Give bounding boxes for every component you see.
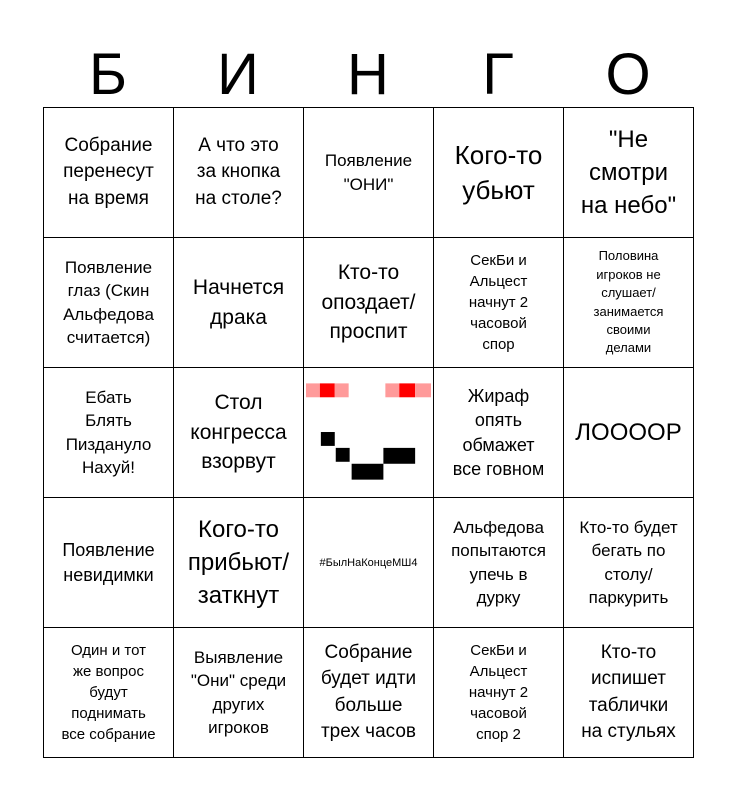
cell-text: #БылНаКонцеМШ4 xyxy=(319,556,418,569)
cell-text: Собрание будет идти больше трех часов xyxy=(320,642,417,742)
cell-text: Кого-то убьют xyxy=(454,140,543,205)
bingo-cell[interactable] xyxy=(304,628,434,758)
header-letter-n: Н xyxy=(347,42,389,107)
bingo-cell[interactable] xyxy=(174,498,304,628)
bingo-cell[interactable] xyxy=(564,238,694,368)
mouth-pixel xyxy=(383,447,415,463)
cell-text: СекБи и Альцест начнут 2 часовой спор 2 xyxy=(468,642,529,743)
bingo-cell[interactable] xyxy=(44,368,174,498)
cell-text: Половина игроков не слушает/ занимается своими делами xyxy=(593,248,664,356)
eye-glow-left-2 xyxy=(335,383,349,397)
cell-text: Ебать Блять Пиздануло Нахуй! xyxy=(65,387,152,477)
bingo-cell[interactable] xyxy=(434,628,564,758)
eye-glow-right xyxy=(385,383,399,397)
cell-text: Выявление "Они" среди других игроков xyxy=(190,647,287,737)
cell-text: Жираф опять обмажет все говном xyxy=(452,385,545,479)
bingo-cell[interactable] xyxy=(174,628,304,758)
bingo-cell[interactable] xyxy=(304,108,434,238)
eye-glow-right-2 xyxy=(415,383,431,397)
bingo-cell[interactable] xyxy=(564,368,694,498)
bingo-cell[interactable] xyxy=(174,368,304,498)
bingo-cell[interactable] xyxy=(174,238,304,368)
cell-text: Кто-то испишет таблички на стульях xyxy=(581,642,676,742)
cell-text: Кто-то опоздает/ проспит xyxy=(321,260,416,344)
cell-text: Появление "ОНИ" xyxy=(324,151,413,194)
cell-text: Кого-то прибьют/ заткнут xyxy=(187,515,290,610)
bingo-cell[interactable] xyxy=(174,108,304,238)
header-letter-g: Г xyxy=(482,42,514,107)
eye-right xyxy=(399,383,415,397)
bingo-cell[interactable] xyxy=(564,498,694,628)
bingo-cell[interactable] xyxy=(44,628,174,758)
bingo-cell[interactable] xyxy=(564,108,694,238)
header-letter-o: О xyxy=(605,42,651,107)
eye-glow-left xyxy=(306,383,320,397)
cell-text: Один и тот же вопрос будут поднимать все собрание xyxy=(61,642,156,743)
cell-text: Кто-то будет бегать по столу/ паркурить xyxy=(579,517,678,607)
cell-text: ЛООООР xyxy=(575,418,682,446)
header-letter-b: Б xyxy=(88,42,128,107)
header-letter-i: И xyxy=(217,42,259,107)
cell-text: Альфедова попытаются упечь в дурку xyxy=(451,517,546,607)
bingo-cell[interactable] xyxy=(434,108,564,238)
bingo-cell-free[interactable] xyxy=(304,368,434,498)
bingo-cell[interactable] xyxy=(564,628,694,758)
cell-text: Собрание перенесут на время xyxy=(63,135,154,209)
cell-text: Начнется драка xyxy=(192,275,285,329)
cell-text: Стол конгресса взорвут xyxy=(190,390,287,474)
bingo-cell[interactable] xyxy=(304,498,434,628)
cell-text: Появление глаз (Скин Альфедова считается) xyxy=(63,257,154,347)
mouth-pixel xyxy=(336,447,350,461)
mouth-pixel xyxy=(321,432,335,446)
eye-left xyxy=(320,383,335,397)
bingo-cell[interactable] xyxy=(44,108,174,238)
bingo-cell[interactable] xyxy=(304,238,434,368)
bingo-cell[interactable] xyxy=(434,238,564,368)
bingo-header xyxy=(43,0,693,108)
bingo-cell[interactable] xyxy=(44,238,174,368)
cell-text: "Не смотри на небо" xyxy=(580,125,677,220)
bingo-cell[interactable] xyxy=(434,498,564,628)
cell-text: СекБи и Альцест начнут 2 часовой спор xyxy=(468,252,529,353)
bingo-grid xyxy=(43,107,694,758)
cell-text: Появление невидимки xyxy=(62,540,155,585)
bingo-cell[interactable] xyxy=(44,498,174,628)
cell-text: А что это за кнопка на столе? xyxy=(195,135,282,209)
mouth-pixel xyxy=(352,463,384,479)
pixel-face-icon xyxy=(304,368,433,498)
bingo-cell[interactable] xyxy=(434,368,564,498)
